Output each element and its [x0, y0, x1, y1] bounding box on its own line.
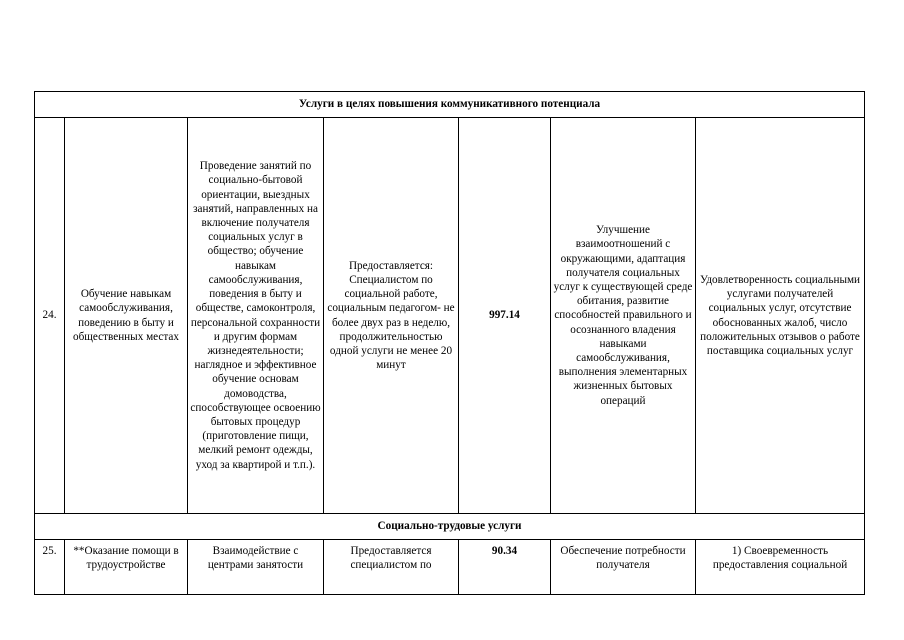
section-title-communicative: Услуги в целях повышения коммуникативного потенциала	[35, 92, 865, 118]
service-result: Улучшение взаимоотношений с окружающими, адаптация получателя социальных услуг к существующей среде обитания, развитие способностей правильного и осознанного владения навыками самообслуживания, выполнения элементарных жизненных бытовых операций	[551, 118, 696, 514]
row-number: 25.	[35, 540, 65, 595]
table-row	[35, 540, 865, 595]
service-name: Обучение навыкам самообслуживания, поведению в быту и общественных местах	[65, 118, 188, 514]
service-quality: Удовлетворенность социальными услугами получателей социальных услуг, отсутствие обоснованных жалоб, число положительных отзывов о работе поставщика социальных услуг	[696, 118, 865, 514]
services-table	[34, 91, 865, 595]
service-price: 997.14	[459, 118, 551, 514]
table-row	[35, 118, 865, 514]
service-provision: Предоставляется: Специалистом по социальной работе, социальным педагогом- не более двух раз в неделю, продолжительностью одной услуги не менее 20 минут	[324, 118, 459, 514]
row-number: 24.	[35, 118, 65, 514]
service-description: Проведение занятий по социально-бытовой ориентации, выездных занятий, направленных на включение получателя социальных услуг в общество; обучение навыкам самообслуживания, поведения в быту и обществе, самоконтроля, персональной сохранности и другим формам жизнедеятельности; наглядное и эффективное обучение основам домоводства, способствующее освоению бытовых процедур (приготовление пищи, мелкий ремонт одежды, уход за квартирой и т.п.).	[188, 118, 324, 514]
section-header-row	[35, 514, 865, 540]
service-description: Взаимодействие с центрами занятости	[188, 540, 324, 595]
service-provision: Предоставляется специалистом по	[324, 540, 459, 595]
section-title-labor: Социально-трудовые услуги	[35, 514, 865, 540]
service-price: 90.34	[459, 540, 551, 595]
section-header-row	[35, 92, 865, 118]
service-name: **Оказание помощи в трудоустройстве	[65, 540, 188, 595]
service-result: Обеспечение потребности получателя	[551, 540, 696, 595]
service-quality: 1) Своевременность предоставления социальной	[696, 540, 865, 595]
